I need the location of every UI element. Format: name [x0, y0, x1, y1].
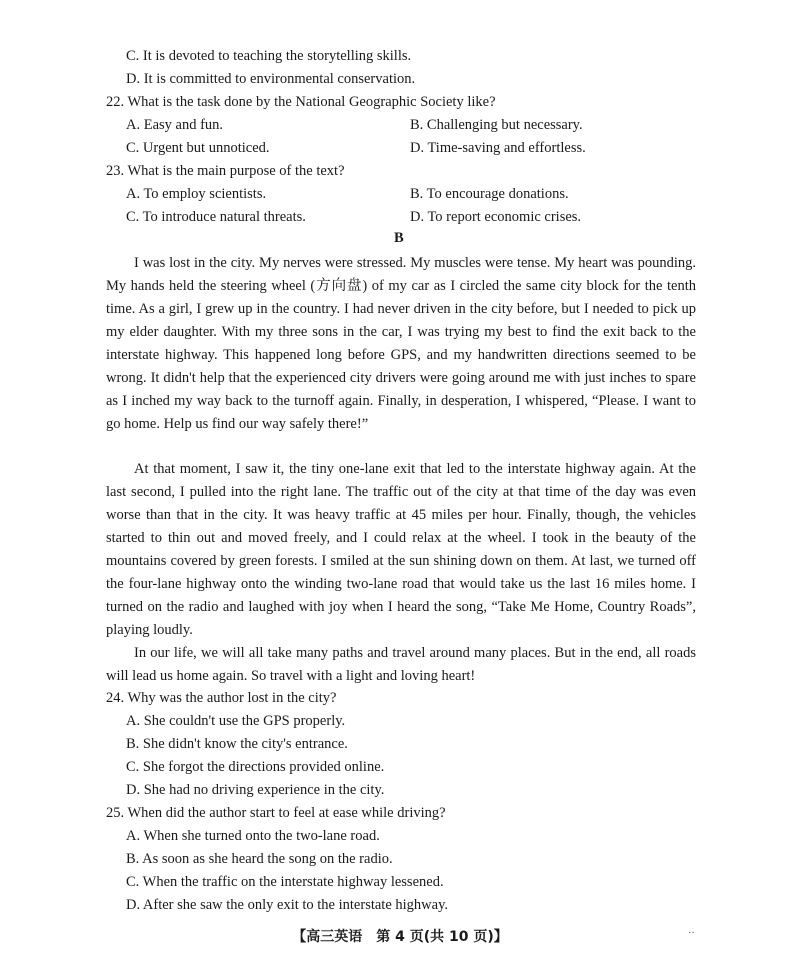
- q21-option-d: D. It is committed to environmental conservation.: [126, 71, 416, 87]
- section-heading: B: [394, 230, 404, 246]
- passage-paragraph-2: At that moment, I saw it, the tiny one-lane exit that led to the interstate highway again. At the last second, I pulled into the right lane. The traffic out of the city at that time of the day was even worse than that in the city. It was heavy traffic at 45 miles per hour. Finally, though, the vehicles started to thin out and moved freely, and I could relax at the wheel. I took in the beauty of the mountains covered by green forests. I smiled at the sun shining down on them. At last, we turned off the four-lane highway onto the winding two-lane road that would take us the last 16 miles home. I turned on the radio and laughed with joy when I heard the song, “Take Me Home, Country Roads”, playing loudly.: [106, 461, 696, 638]
- q24-option-b: B. She didn't know the city's entrance.: [126, 736, 348, 752]
- q23-option-c: C. To introduce natural threats.: [126, 209, 306, 225]
- q22-option-c: C. Urgent but unnoticed.: [126, 140, 270, 156]
- q24-option-a: A. She couldn't use the GPS properly.: [126, 713, 346, 729]
- q25-option-c: C. When the traffic on the interstate highway lessened.: [126, 874, 444, 890]
- q23-option-a: A. To employ scientists.: [126, 186, 267, 202]
- corner-mark: ··: [688, 928, 695, 939]
- q23-option-d: D. To report economic crises.: [410, 209, 582, 225]
- q23-option-b: B. To encourage donations.: [410, 186, 569, 202]
- q22-stem: 22. What is the task done by the National Geographic Society like?: [106, 94, 496, 110]
- q25-option-a: A. When she turned onto the two-lane road.: [126, 828, 380, 844]
- q25-option-b: B. As soon as she heard the song on the radio.: [126, 851, 393, 867]
- q25-option-d: D. After she saw the only exit to the interstate highway.: [126, 897, 449, 913]
- q22-option-d: D. Time-saving and effortless.: [410, 140, 586, 156]
- q23-stem: 23. What is the main purpose of the text?: [106, 163, 345, 179]
- q24-option-d: D. She had no driving experience in the city.: [126, 782, 385, 798]
- passage-paragraph-3: In our life, we will all take many paths and travel around many places. But in the end, all roads will lead us home again. So travel with a light and loving heart!: [106, 645, 696, 684]
- q21-option-c: C. It is devoted to teaching the storytelling skills.: [126, 48, 412, 64]
- q24-option-c: C. She forgot the directions provided online.: [126, 759, 385, 775]
- q22-option-a: A. Easy and fun.: [126, 117, 224, 133]
- passage-paragraph-1: I was lost in the city. My nerves were stressed. My muscles were tense. My heart was pounding. My hands held the steering wheel (方向盘) of my car as I circled the same city block for the tenth time. As a girl, I grew up in the country. I had never driven in the city before, but I needed to pick up my elder daughter. With my three sons in the car, I was trying my best to find the exit back to the interstate highway. This happened long before GPS, and my handwritten directions seemed to be wrong. It didn't help that the experienced city drivers were going around me with just inches to spare as I inched my way back to the turnoff again. Finally, in desperation, I whispered, “Please. I want to go home. Help us find our way safely there!”: [106, 255, 696, 432]
- q22-option-b: B. Challenging but necessary.: [410, 117, 583, 133]
- page-footer: 【高三英语 第 4 页(共 10 页)】: [292, 929, 508, 945]
- q24-stem: 24. Why was the author lost in the city?: [106, 690, 337, 706]
- q25-stem: 25. When did the author start to feel at ease while driving?: [106, 805, 446, 821]
